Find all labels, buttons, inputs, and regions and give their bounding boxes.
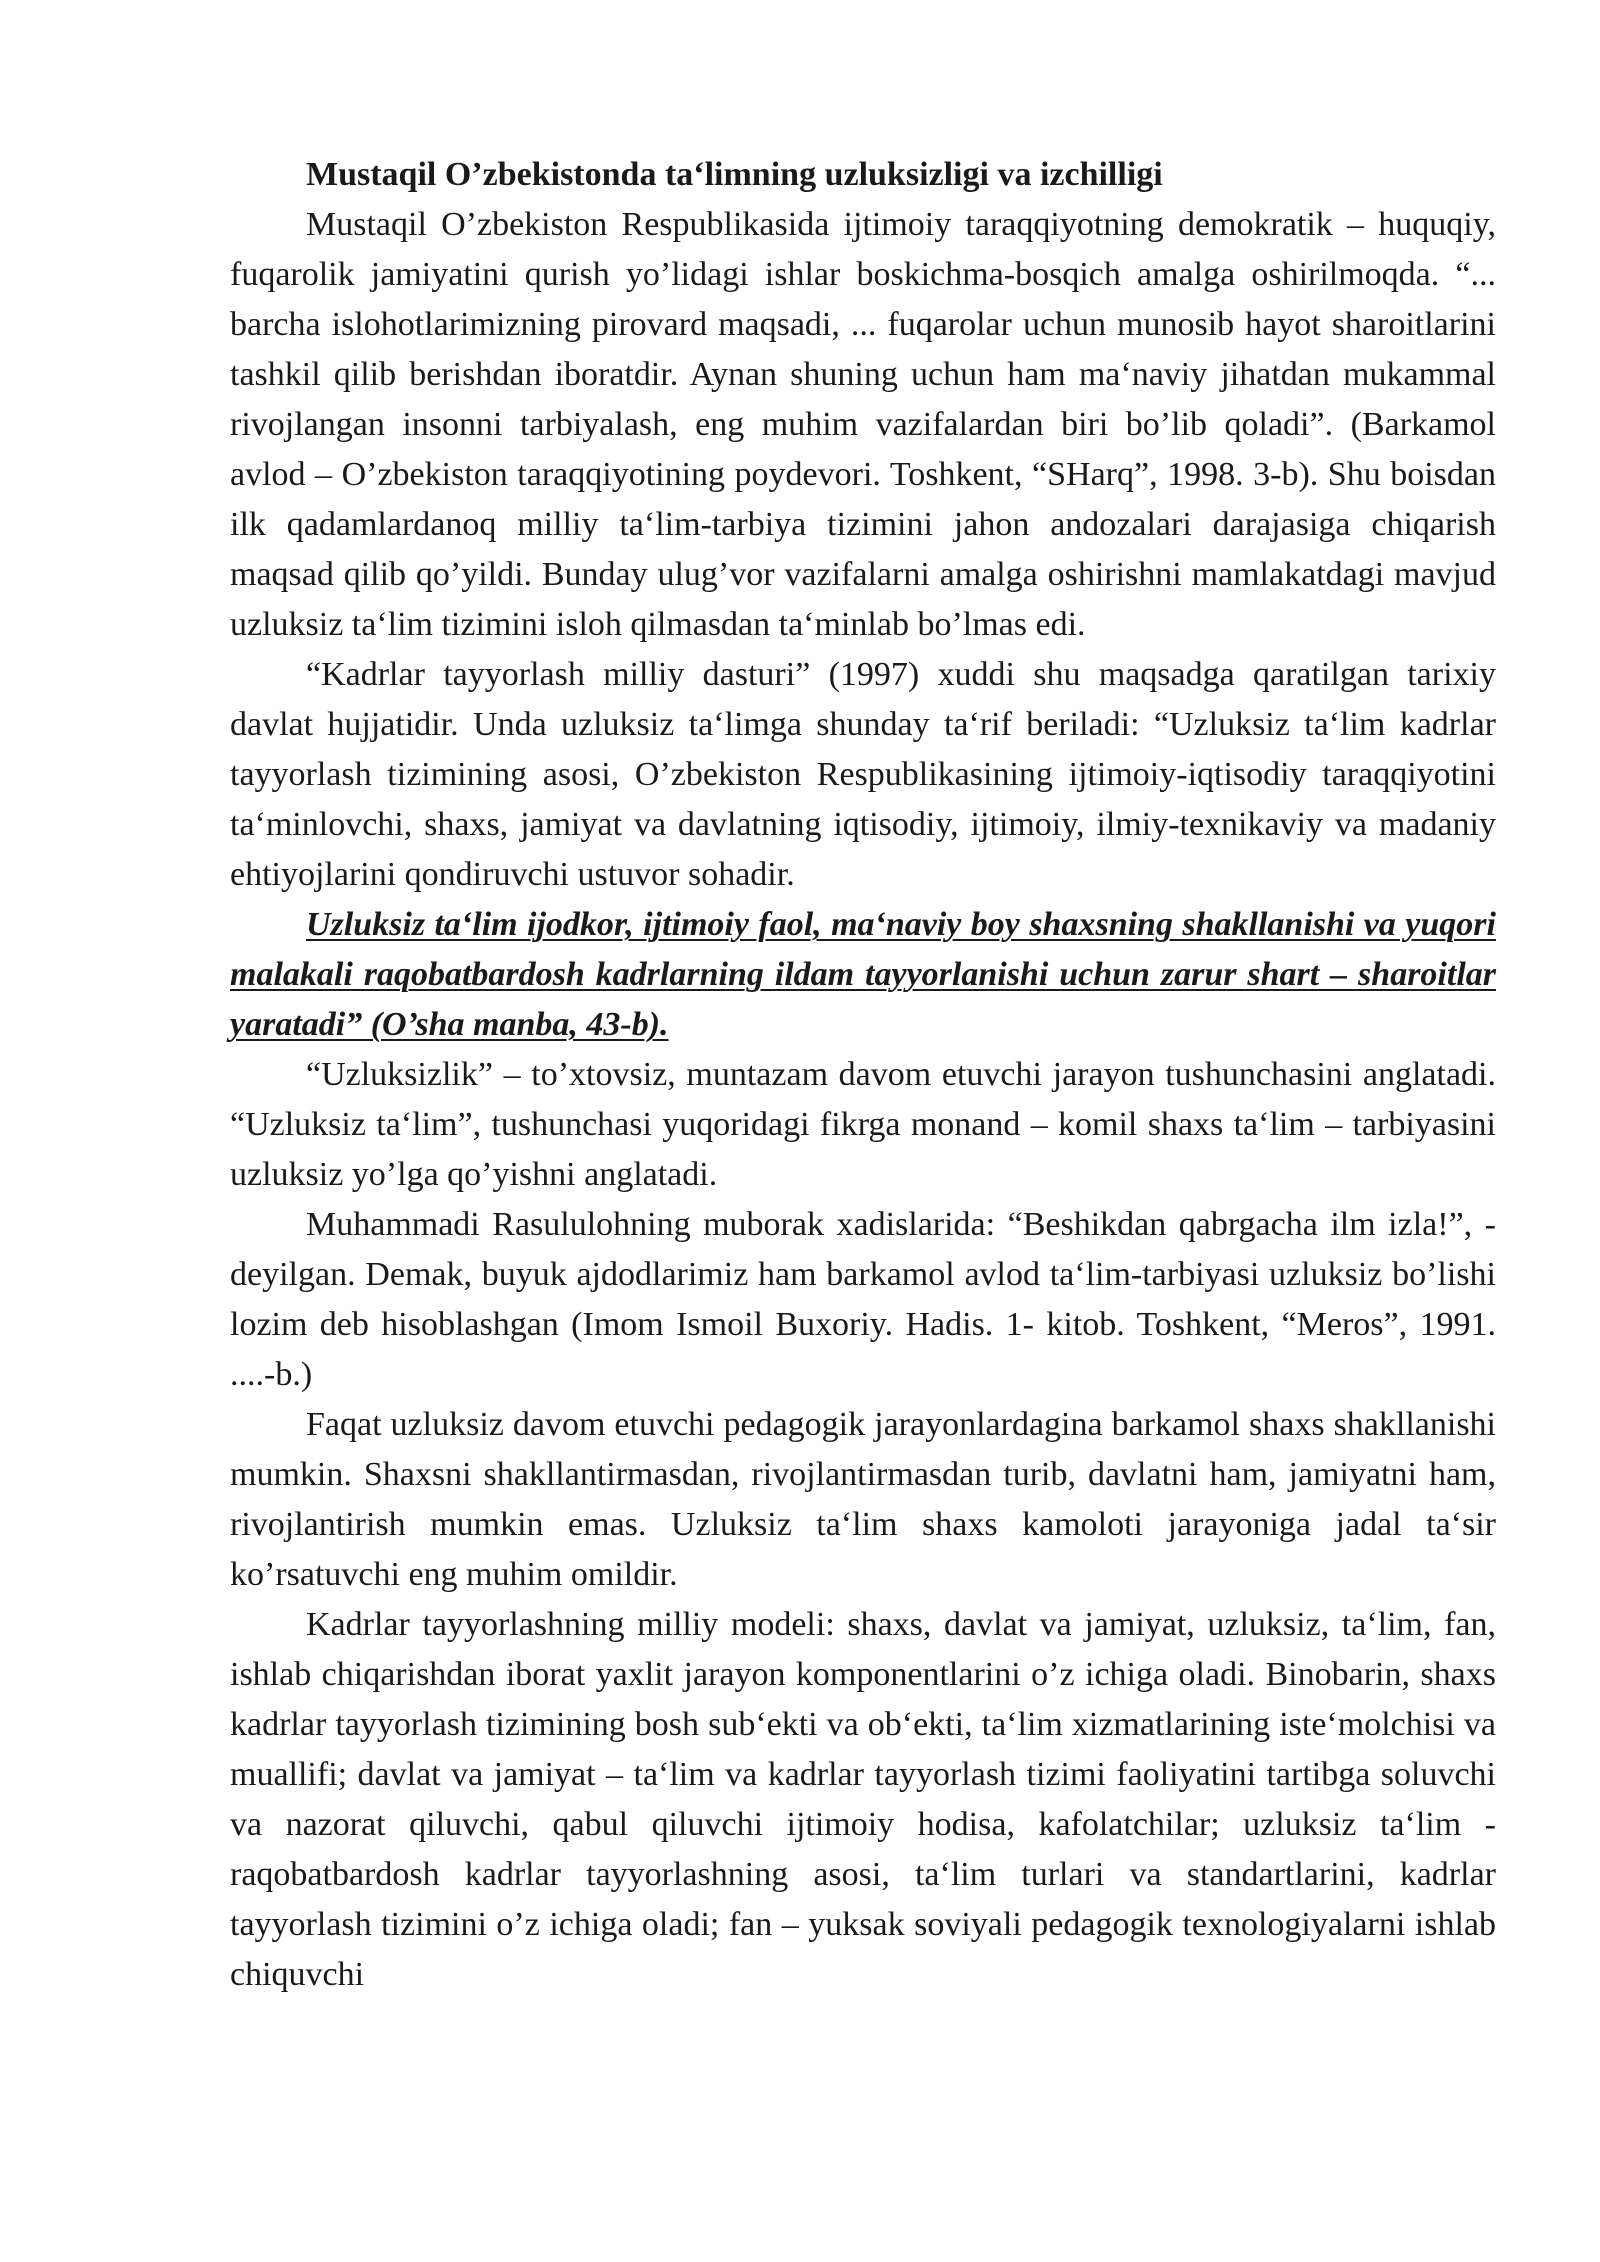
paragraph-1: Mustaqil O’zbekiston Respublikasida ijtimoiy taraqqiyotning demokratik – huquqiy, fuqarolik jamiyatini qurish yo’lidagi ishlar boskichma-bosqich amalga oshirilmoqda. “... barcha islohotlarimizning pirovard maqsadi, ... fuqarolar uchun munosib hayot sharoitlarini tashkil qilib berishdan iboratdir. Aynan shuning uchun ham ma‘naviy jihatdan mukammal rivojlangan insonni tarbiyalash, eng muhim vazifalardan biri bo’lib qoladi”. (Barkamol avlod – O’zbekiston taraqqiyotining poydevori. Toshkent, “SHarq”, 1998. 3-b). Shu boisdan ilk qadamlardanoq milliy ta‘lim-tarbiya tizimini jahon andozalari darajasiga chiqarish maqsad qilib qo’yildi. Bunday ulug’vor vazifalarni amalga oshirishni mamlakatdagi mavjud uzluksiz ta‘lim tizimini isloh qilmasdan ta‘minlab bo’lmas edi.	[230, 206, 1496, 643]
paragraph-3-emphasized-quote: Uzluksiz ta‘lim ijodkor, ijtimoiy faol, ma‘naviy boy shaxsning shakllanishi va yuqori malakali raqobatbardosh kadrlarning ildam tayyorlanishi uchun zarur shart – sharoitlar yaratadi” (O’sha manba, 43-b).	[230, 906, 1496, 1043]
paragraph-6: Faqat uzluksiz davom etuvchi pedagogik jarayonlardagina barkamol shaxs shakllanishi mumkin. Shaxsni shakllantirmasdan, rivojlantirmasdan turib, davlatni ham, jamiyatni ham, rivojlantirish mumkin emas. Uzluksiz ta‘lim shaxs kamoloti jarayoniga jadal ta‘sir ko’rsatuvchi eng muhim omildir.	[230, 1406, 1496, 1593]
paragraph-4: “Uzluksizlik” – to’xtovsiz, muntazam davom etuvchi jarayon tushunchasini anglatadi. “Uzluksiz ta‘lim”, tushunchasi yuqoridagi fikrga monand – komil shaxs ta‘lim – tarbiyasini uzluksiz yo’lga qo’yishni anglatadi.	[230, 1056, 1496, 1193]
document-page	[230, 150, 1496, 2000]
paragraph-5: Muhammadi Rasululohning muborak xadislarida: “Beshikdan qabrgacha ilm izla!”, - deyilgan. Demak, buyuk ajdodlarimiz ham barkamol avlod ta‘lim-tarbiyasi uzluksiz bo’lishi lozim deb hisoblashgan (Imom Ismoil Buxoriy. Hadis. 1- kitob. Toshkent, “Meros”, 1991. ....-b.)	[230, 1206, 1496, 1393]
paragraph-7: Kadrlar tayyorlashning milliy modeli: shaxs, davlat va jamiyat, uzluksiz, ta‘lim, fan, ishlab chiqarishdan iborat yaxlit jarayon komponentlarini o’z ichiga oladi. Binobarin, shaxs kadrlar tayyorlash tizimining bosh sub‘ekti va ob‘ekti, ta‘lim xizmatlarining iste‘molchisi va muallifi; davlat va jamiyat – ta‘lim va kadrlar tayyorlash tizimi faoliyatini tartibga soluvchi va nazorat qiluvchi, qabul qiluvchi ijtimoiy hodisa, kafolatchilar; uzluksiz ta‘lim - raqobatbardosh kadrlar tayyorlashning asosi, ta‘lim turlari va standartlarini, kadrlar tayyorlash tizimini o’z ichiga oladi; fan – yuksak soviyali pedagogik texnologiyalarni ishlab chiquvchi	[230, 1606, 1496, 1993]
document-title: Mustaqil O’zbekistonda ta‘limning uzluksizligi va izchilligi	[306, 156, 1163, 193]
paragraph-2: “Kadrlar tayyorlash milliy dasturi” (1997) xuddi shu maqsadga qaratilgan tarixiy davlat hujjatidir. Unda uzluksiz ta‘limga shunday ta‘rif beriladi: “Uzluksiz ta‘lim kadrlar tayyorlash tizimining asosi, O’zbekiston Respublikasining ijtimoiy-iqtisodiy taraqqiyotini ta‘minlovchi, shaxs, jamiyat va davlatning iqtisodiy, ijtimoiy, ilmiy-texnikaviy va madaniy ehtiyojlarini qondiruvchi ustuvor sohadir.	[230, 656, 1496, 893]
